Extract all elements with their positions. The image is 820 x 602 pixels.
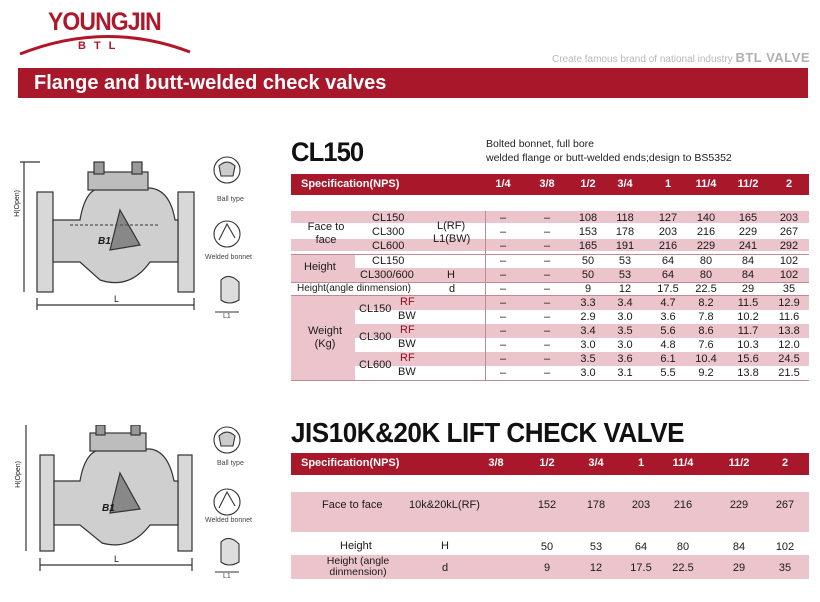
dim-length: L [114,554,120,564]
table-cell: 17.5 [630,562,652,574]
cl150-size: 3/4 [617,178,633,190]
table-cell: 80 [676,541,690,553]
table-cell: 3.6 [660,311,676,323]
table-cell: 17.5 [657,283,679,295]
table-cell: 12 [589,562,603,574]
tagline [552,50,810,65]
table-cell: – [543,353,551,365]
label-face-dim-rf: L(RF) [437,220,466,232]
table-cell: 102 [779,269,799,281]
table-cell: 203 [779,212,799,224]
table-cell: 216 [696,226,716,238]
cl150-size: 3/8 [539,178,555,190]
cl150-desc-line2: welded flange or butt-welded ends;design to BS5352 [486,152,732,164]
table-cell: 165 [578,240,598,252]
jis-size: 3/8 [488,457,504,469]
jis-size: 3/4 [588,457,604,469]
table-cell: 216 [673,499,693,511]
table-cell: 11.6 [778,311,800,323]
table-cell: – [499,297,507,309]
table-cell: 108 [578,212,598,224]
table-cell: 10.3 [737,339,759,351]
table-cell: 13.8 [778,325,800,337]
table-cell: 7.6 [698,339,714,351]
dim-height-open: H(Open) [15,461,22,488]
table-cell: 203 [658,226,678,238]
table-cell: 29 [732,562,746,574]
table-cell: 118 [616,212,634,224]
table-cell: 3.4 [580,325,596,337]
table-cell: – [543,240,551,252]
table-cell: 153 [578,226,598,238]
table-cell: – [543,311,551,323]
table-cell: 22.5 [672,562,694,574]
tagline-brand: BTL VALVE [735,50,810,65]
label-face-dim-bw: L1(BW) [433,233,471,245]
table-cell: 3.6 [617,353,633,365]
table-cell: 84 [732,541,746,553]
table-cell: 50 [540,541,554,553]
label-rf: RF [400,352,415,364]
table-cell: 178 [615,226,635,238]
label-bw: BW [398,310,416,322]
table-cell: – [499,269,507,281]
jis-face-label: Face to face [322,499,383,511]
table-cell: 8.2 [698,297,714,309]
brand-name: YOUNGJIN [48,8,161,36]
detail-icons-cl150 [205,150,275,330]
cl150-size: 2 [785,178,793,190]
jis-spec-header [291,453,809,475]
detail-views-jis-icon [205,420,275,595]
dim-length: L [114,294,120,304]
jis-size: 1 [637,457,645,469]
table-cell: – [543,325,551,337]
row-class: CL150 [359,303,392,315]
cl150-title: CL150 [291,137,364,167]
table-cell: – [499,255,507,267]
table-cell: 12.9 [778,297,800,309]
cl150-desc-line1: Bolted bonnet, full bore [486,138,594,150]
table-cell: 21.5 [778,367,800,379]
caption-l1: L1 [223,573,231,580]
table-cell: 11.5 [737,297,759,309]
table-cell: 11.7 [737,325,759,337]
table-cell: 8.6 [698,325,714,337]
caption-welded-bonnet: Welded bonnet [205,254,252,261]
label-bw: BW [398,366,416,378]
table-cell: – [543,339,551,351]
caption-welded-bonnet: Welded bonnet [205,517,252,524]
table-cell: 9 [584,283,592,295]
brand-logo [18,6,193,58]
table-cell: 3.3 [580,297,596,309]
jis-spec-label: Specification(NPS) [301,457,400,469]
label-height-angle: Height(angle dinmension) [297,283,411,294]
row-class: CL150 [372,255,405,267]
label-rf: RF [400,324,415,336]
table-cell: 102 [779,255,799,267]
table-cell: 24.5 [778,353,800,365]
table-cell: – [499,367,507,379]
table-cell: 35 [782,283,796,295]
table-cell: 7.8 [698,311,714,323]
table-cell: 229 [738,226,758,238]
cl150-size: 1/4 [495,178,511,190]
table-cell: 3.0 [617,339,633,351]
row-class: CL600 [359,359,392,371]
table-cell: 5.6 [660,325,676,337]
cl150-size: 1 [664,178,672,190]
table-cell: 12.0 [778,339,800,351]
table-cell: 127 [658,212,678,224]
cl150-spec-label: Specification(NPS) [301,178,400,190]
detail-icons-jis [205,420,275,595]
table-cell: 64 [634,541,648,553]
caption-l1: L1 [223,313,231,320]
row-class: CL300/600 [360,269,414,281]
cl150-spec-header [291,174,809,195]
jis-title: JIS10K&20K LIFT CHECK VALVE [291,417,685,448]
table-cell: 9 [543,562,551,574]
table-cell: – [543,297,551,309]
table-cell: 53 [618,269,632,281]
cl150-size: 1/2 [580,178,596,190]
brand-sub: BTL [78,40,124,52]
table-cell: 64 [661,269,675,281]
label-height-dim: H [447,269,455,281]
table-cell: – [499,325,507,337]
table-cell: – [499,240,507,252]
label-face-to-face: Face to face [307,221,345,246]
table-cell: – [499,283,507,295]
table-cell: 102 [775,541,795,553]
table-cell: 53 [618,255,632,267]
table-cell: – [499,311,507,323]
label-height: Height [304,261,336,273]
table-cell: 3.0 [617,311,633,323]
jis-size: 11/4 [672,457,694,469]
table-cell: – [543,226,551,238]
table-cell: 29 [741,283,755,295]
table-cell: 152 [537,499,557,511]
jis-height-dim: H [441,540,449,552]
table-cell: 3.1 [617,367,633,379]
table-cell: 3.4 [617,297,633,309]
table-cell: 50 [581,255,595,267]
table-cell: 229 [696,240,716,252]
table-cell: 22.5 [695,283,717,295]
table-cell: 6.1 [660,353,676,365]
dim-height-open: H(Open) [14,190,21,217]
page-title: Flange and butt-welded check valves [18,68,808,98]
label-rf: RF [400,296,415,308]
table-cell: 267 [779,226,799,238]
row-class: CL300 [359,331,392,343]
table-cell: 140 [696,212,716,224]
jis-face-spec: 10k&20kL(RF) [409,499,480,511]
table-cell: – [499,212,507,224]
table-cell: 10.2 [737,311,759,323]
table-cell: 13.8 [737,367,759,379]
table-cell: 267 [775,499,795,511]
table-cell: 292 [779,240,799,252]
row-class: CL150 [372,212,405,224]
table-cell: 80 [699,255,713,267]
table-cell: 229 [729,499,749,511]
table-cell: – [499,226,507,238]
table-cell: – [543,212,551,224]
table-cell: – [499,353,507,365]
table-cell: – [499,339,507,351]
cl150-description [486,137,732,165]
table-cell: 5.5 [660,367,676,379]
table-cell: 165 [738,212,758,224]
table-cell: 50 [581,269,595,281]
table-cell: 9.2 [698,367,714,379]
row-class: CL600 [372,240,405,252]
divider [291,295,809,296]
band [291,492,809,532]
table-cell: 80 [699,269,713,281]
part-b1: B1 [98,236,111,247]
table-cell: 10.4 [695,353,717,365]
jis-size: 2 [781,457,789,469]
table-cell: 53 [589,541,603,553]
jis-height-label: Height [340,540,372,552]
row-class: CL300 [372,226,405,238]
divider [291,380,809,381]
jis-angle-dim: d [442,562,449,574]
table-cell: – [543,255,551,267]
table-cell: 84 [741,255,755,267]
table-cell: 4.7 [660,297,676,309]
cl150-size: 11/4 [695,178,717,190]
table-cell: 3.0 [580,367,596,379]
table-cell: 178 [586,499,606,511]
table-cell: 64 [661,255,675,267]
table-cell: – [543,367,551,379]
table-cell: 3.5 [580,353,596,365]
caption-ball-type: Ball type [217,196,244,203]
part-b1: B1 [102,503,115,514]
label-weight: Weight (Kg) [307,325,343,350]
label-height-angle-dim: d [449,283,456,295]
cl150-size: 11/2 [737,178,759,190]
table-cell: 191 [615,240,635,252]
table-cell: 3.0 [580,339,596,351]
table-cell: 241 [738,240,758,252]
table-cell: 4.8 [660,339,676,351]
table-cell: 84 [741,269,755,281]
caption-ball-type: Ball type [217,460,244,467]
jis-size: 11/2 [728,457,750,469]
table-cell: – [543,269,551,281]
table-cell: – [543,283,551,295]
table-cell: 216 [658,240,678,252]
tagline-text: Create famous brand of national industry [551,54,733,65]
table-cell: 35 [778,562,792,574]
table-cell: 12 [618,283,632,295]
jis-size: 1/2 [539,457,555,469]
table-cell: 15.6 [737,353,759,365]
table-cell: 2.9 [580,311,596,323]
detail-views-icon [205,150,275,330]
table-cell: 203 [631,499,651,511]
label-bw: BW [398,338,416,350]
jis-angle-label: Height (angle dinmension) [326,555,390,578]
table-cell: 3.5 [617,325,633,337]
